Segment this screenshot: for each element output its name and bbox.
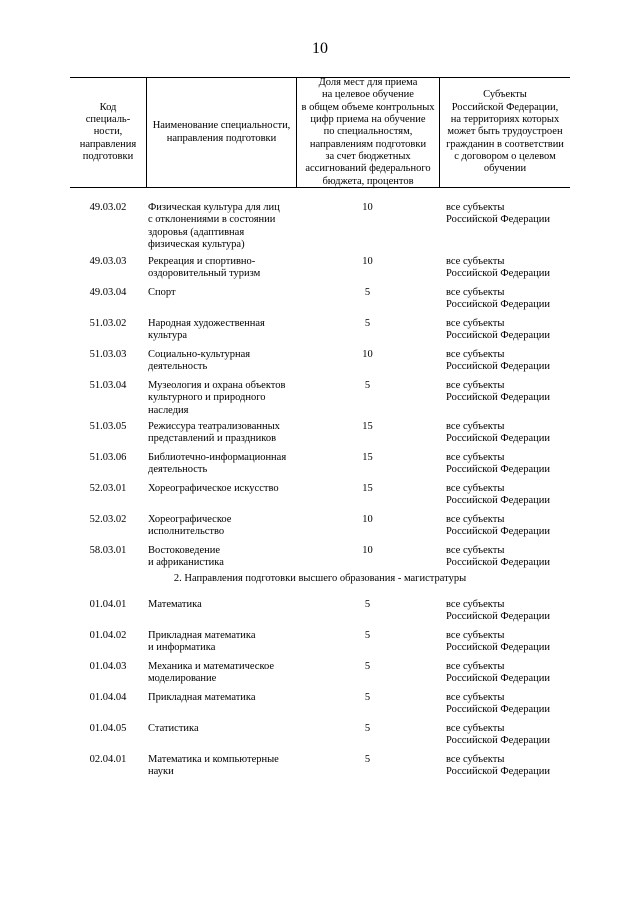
table-row [70, 723, 570, 754]
table-row [70, 692, 570, 723]
table-row [70, 599, 570, 630]
row-subjects: все субъекты Российской Федерации [446, 692, 550, 716]
row-name: Математика [148, 599, 202, 610]
row-share: 5 [364, 318, 371, 329]
row-name: Спорт [148, 287, 176, 298]
table-row [70, 256, 570, 287]
row-code: 51.03.06 [89, 452, 127, 463]
row-share: 5 [364, 380, 371, 391]
row-name: Механика и математическое моделирование [148, 661, 275, 685]
table-row [70, 287, 570, 318]
row-name: Хореографическое исполнительство [148, 514, 232, 538]
row-name: Математика и компьютерные науки [148, 754, 279, 778]
row-share: 5 [364, 287, 371, 298]
table-body [70, 202, 570, 785]
row-code: 51.03.03 [89, 349, 127, 360]
row-code: 52.03.01 [89, 483, 127, 494]
row-subjects: все субъекты Российской Федерации [446, 421, 550, 445]
table-row [70, 630, 570, 661]
row-code: 58.03.01 [89, 545, 127, 556]
row-name: Статистика [148, 723, 199, 734]
row-subjects: все субъекты Российской Федерации [446, 754, 550, 778]
table-row [70, 661, 570, 692]
row-code: 49.03.04 [89, 287, 127, 298]
table-row [70, 545, 570, 572]
row-name: Рекреация и спортивно- оздоровительный туризм [148, 256, 261, 280]
row-subjects: все субъекты Российской Федерации [446, 661, 550, 685]
row-name: Прикладная математика [148, 692, 256, 703]
row-subjects: все субъекты Российской Федерации [446, 380, 550, 404]
row-name: Физическая культура для лиц с отклонениями в состоянии здоровья (адаптивная физическая культура) [148, 202, 280, 250]
header-name: Наименование специальности, направления подготовки [146, 78, 296, 187]
row-share: 5 [364, 754, 371, 765]
row-code: 01.04.02 [89, 630, 127, 641]
header-subjects: Субъекты Российской Федерации, на территориях которых может быть трудоустроен гражданин в соответствии с договором о целевом обучении [439, 78, 570, 187]
row-code: 51.03.05 [89, 421, 127, 432]
row-subjects: все субъекты Российской Федерации [446, 514, 550, 538]
row-name: Востоковедение и африканистика [148, 545, 224, 569]
row-code: 52.03.02 [89, 514, 127, 525]
row-share: 5 [364, 599, 371, 610]
row-share: 15 [362, 452, 373, 463]
row-subjects: все субъекты Российской Федерации [446, 287, 550, 311]
row-share: 15 [362, 421, 373, 432]
row-subjects: все субъекты Российской Федерации [446, 483, 550, 507]
table-row [70, 754, 570, 785]
row-subjects: все субъекты Российской Федерации [446, 349, 550, 373]
section-title: 2. Направления подготовки высшего образования - магистратуры [173, 573, 467, 584]
row-subjects: все субъекты Российской Федерации [446, 545, 550, 569]
row-name: Прикладная математика и информатика [148, 630, 256, 654]
row-share: 10 [362, 202, 373, 213]
row-share: 10 [362, 545, 373, 556]
row-share: 5 [364, 723, 371, 734]
table-row [70, 514, 570, 545]
row-share: 15 [362, 483, 373, 494]
row-name: Народная художественная культура [148, 318, 265, 342]
row-code: 02.04.01 [89, 754, 127, 765]
row-name: Музеология и охрана объектов культурного и природного наследия [148, 380, 286, 416]
header-code: Код специаль- ности, направления подготовки [79, 101, 137, 162]
row-subjects: все субъекты Российской Федерации [446, 256, 550, 280]
row-subjects: все субъекты Российской Федерации [446, 452, 550, 476]
page-number: 10 [312, 40, 328, 57]
row-share: 10 [362, 514, 373, 525]
row-share: 5 [364, 661, 371, 672]
row-code: 49.03.02 [89, 202, 127, 213]
row-subjects: все субъекты Российской Федерации [446, 318, 550, 342]
table-row [70, 452, 570, 483]
row-code: 49.03.03 [89, 256, 127, 267]
row-subjects: все субъекты Российской Федерации [446, 599, 550, 623]
table-row [70, 349, 570, 380]
row-name: Хореографическое искусство [148, 483, 279, 494]
row-code: 01.04.01 [89, 599, 127, 610]
row-share: 10 [362, 349, 373, 360]
table-row [70, 380, 570, 421]
row-share: 5 [364, 692, 371, 703]
row-name: Режиссура театрализованных представлений и праздников [148, 421, 280, 445]
row-code: 51.03.02 [89, 318, 127, 329]
table-row [70, 202, 570, 256]
table-row [70, 483, 570, 514]
row-code: 01.04.05 [89, 723, 127, 734]
table-row [70, 318, 570, 349]
row-subjects: все субъекты Российской Федерации [446, 723, 550, 747]
row-subjects: все субъекты Российской Федерации [446, 202, 550, 226]
table-header [70, 77, 570, 188]
row-code: 51.03.04 [89, 380, 127, 391]
row-code: 01.04.03 [89, 661, 127, 672]
table-row [70, 421, 570, 452]
row-subjects: все субъекты Российской Федерации [446, 630, 550, 654]
row-code: 01.04.04 [89, 692, 127, 703]
row-share: 10 [362, 256, 373, 267]
row-share: 5 [364, 630, 371, 641]
header-share: Доля мест для приема на целевое обучение в общем объеме контрольных цифр приема на обучение по специальностям, направлениям подготовки за счет бюджетных ассигнований федерального бюджета, процентов [296, 78, 439, 187]
row-name: Библиотечно-информационная деятельность [148, 452, 287, 476]
row-name: Социально-культурная деятельность [148, 349, 251, 373]
